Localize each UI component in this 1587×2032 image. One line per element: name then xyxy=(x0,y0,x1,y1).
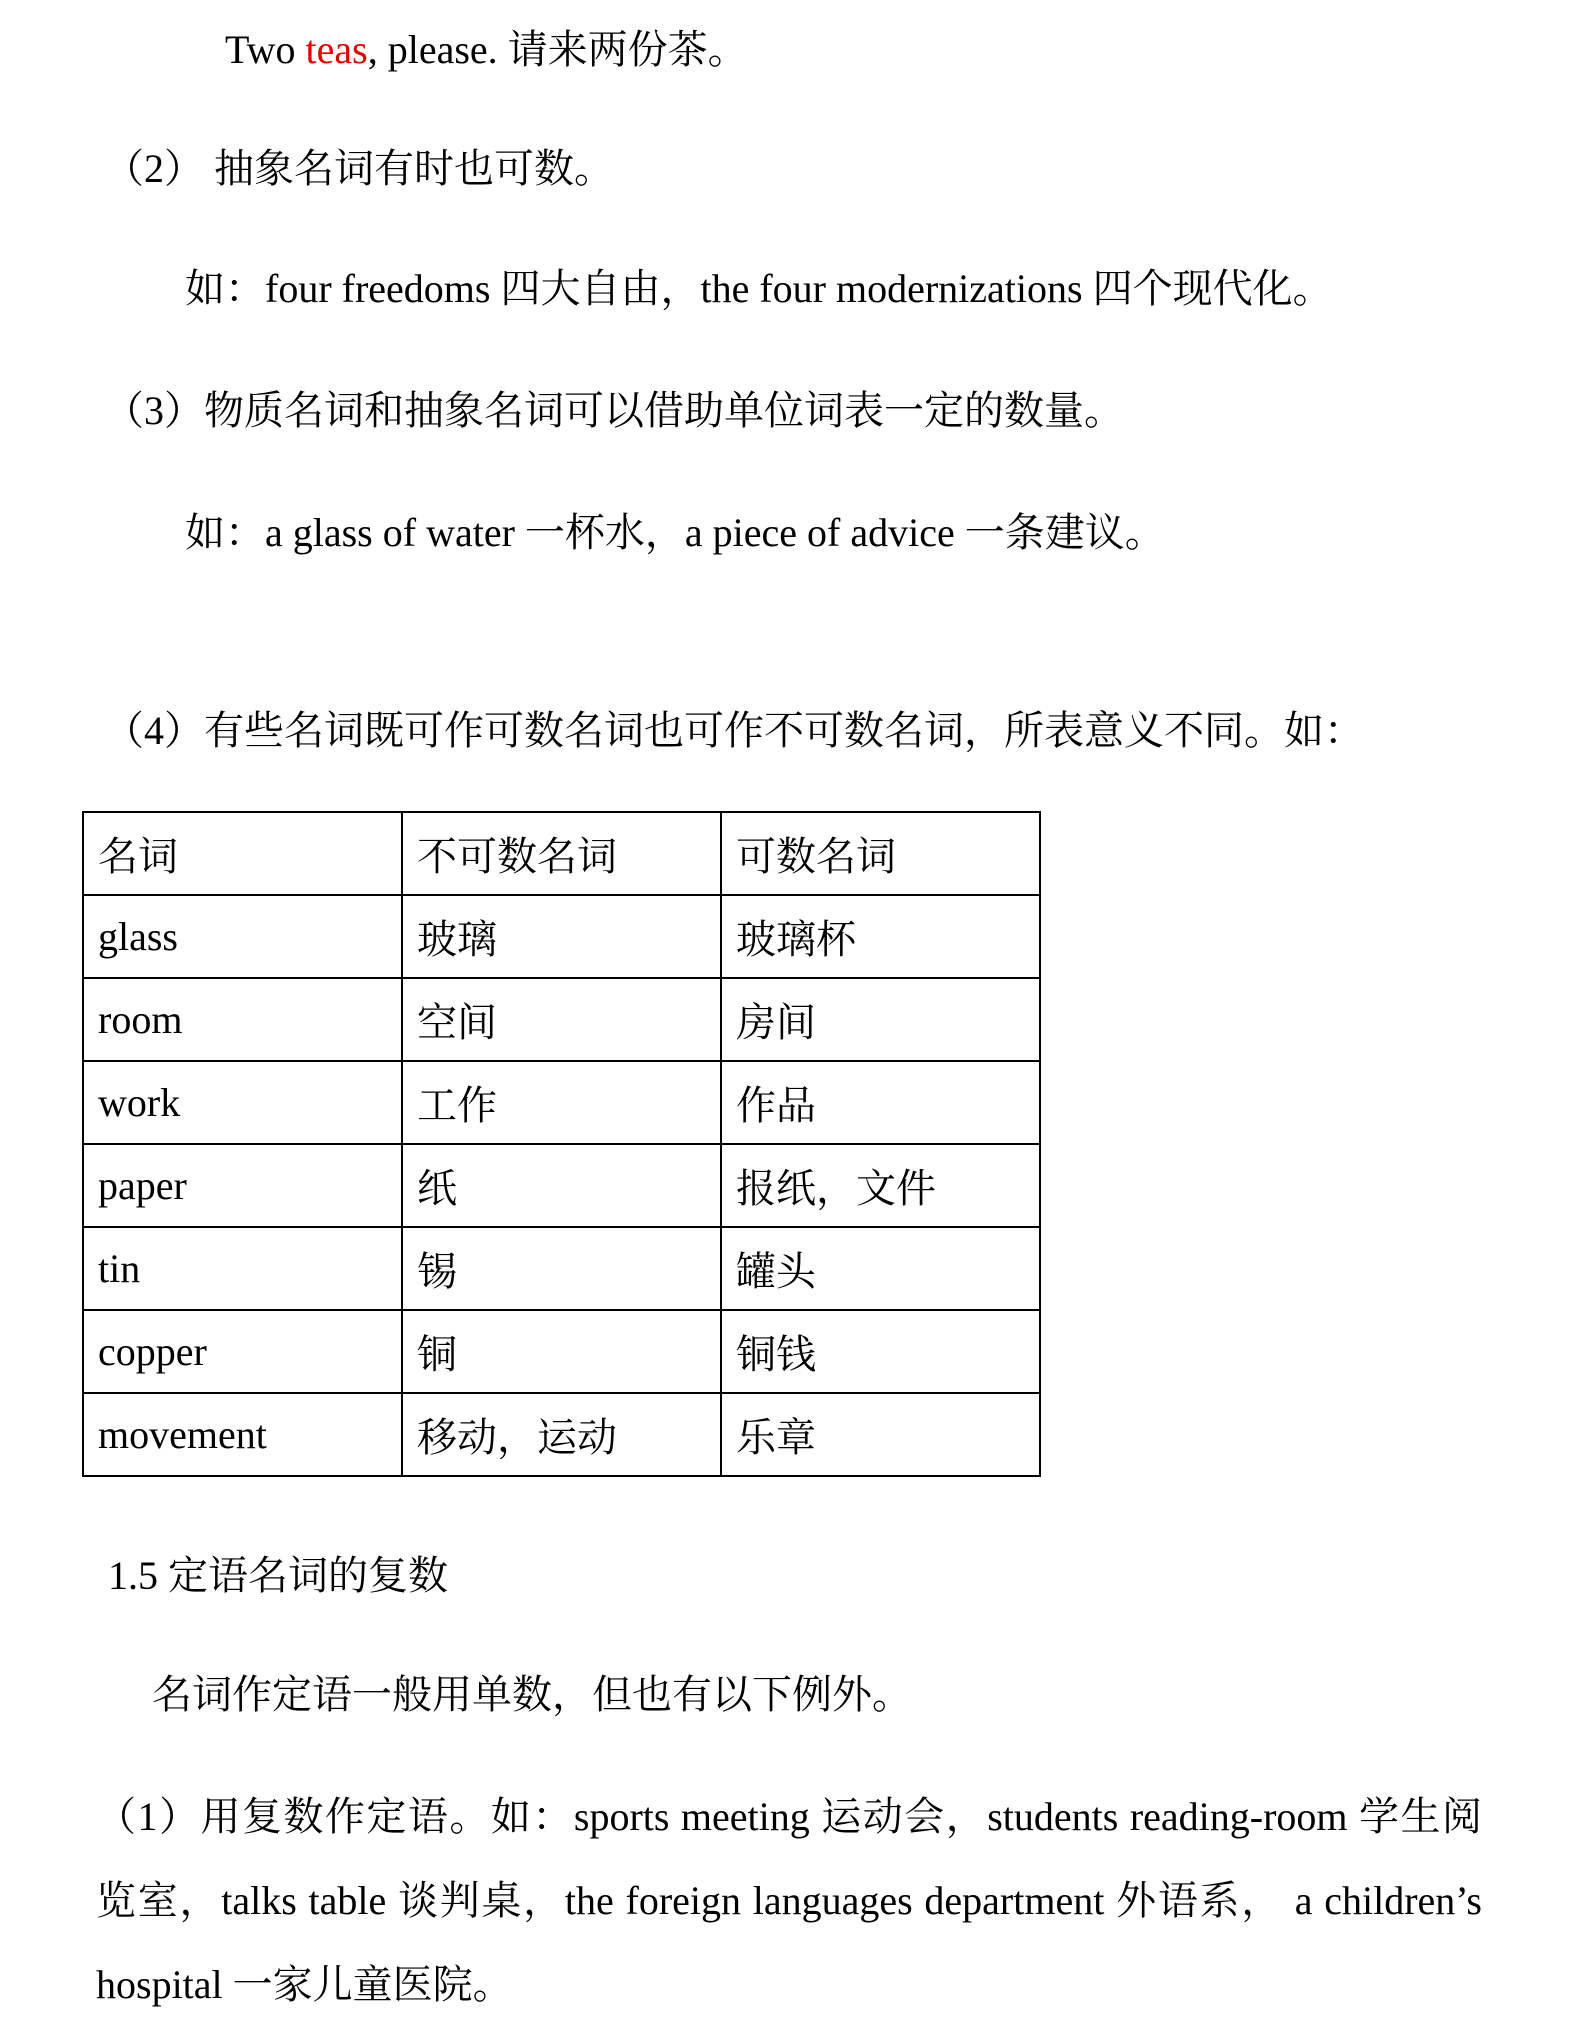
section-rule-1: （1）用复数作定语。如：sports meeting 运动会，students reading-room 学生阅览室，talks table 谈判桌，the foreign languages department 外语系， a children’s hospital 一家儿童医院。 xyxy=(96,1794,1482,2007)
table-cell: tin xyxy=(83,1227,402,1310)
table-cell: work xyxy=(83,1061,402,1144)
rule-3: （3）物质名词和抽象名词可以借助单位词表一定的数量。 xyxy=(104,388,1124,433)
table-cell: room xyxy=(83,978,402,1061)
header-cell: 名词 xyxy=(83,812,402,895)
table-cell: 玻璃杯 xyxy=(721,895,1040,978)
section-heading: 1.5 定语名词的复数 xyxy=(108,1553,448,1598)
table-row xyxy=(83,895,1040,978)
table-cell: 工作 xyxy=(402,1061,721,1144)
table-row xyxy=(83,978,1040,1061)
section-intro: 名词作定语一般用单数，但也有以下例外。 xyxy=(152,1672,912,1717)
table-cell: 铜 xyxy=(402,1310,721,1393)
table-row xyxy=(83,1144,1040,1227)
table-row xyxy=(83,1061,1040,1144)
table-cell: 空间 xyxy=(402,978,721,1061)
rule-3-example: 如：a glass of water 一杯水，a piece of advice 一条建议。 xyxy=(185,510,1165,555)
highlighted-word: teas xyxy=(305,27,368,72)
header-cell: 可数名词 xyxy=(721,812,1040,895)
table-cell: 玻璃 xyxy=(402,895,721,978)
table-row xyxy=(83,1393,1040,1476)
table-cell: movement xyxy=(83,1393,402,1476)
rule-2: （2） 抽象名词有时也可数。 xyxy=(104,146,614,191)
table-cell: 罐头 xyxy=(721,1227,1040,1310)
table-cell: paper xyxy=(83,1144,402,1227)
table-cell: glass xyxy=(83,895,402,978)
header-cell: 不可数名词 xyxy=(402,812,721,895)
table-cell: 锡 xyxy=(402,1227,721,1310)
example-tea-post: , please. 请来两份茶。 xyxy=(367,27,748,72)
noun-table xyxy=(82,811,1041,1477)
table-cell: 乐章 xyxy=(721,1393,1040,1476)
example-tea xyxy=(225,26,748,74)
table-cell: 移动，运动 xyxy=(402,1393,721,1476)
table-cell: copper xyxy=(83,1310,402,1393)
table-header-row xyxy=(83,812,1040,895)
rule-4: （4）有些名词既可作可数名词也可作不可数名词，所表意义不同。如： xyxy=(104,708,1364,753)
example-tea-pre: Two xyxy=(225,27,306,72)
table-cell: 报纸，文件 xyxy=(721,1144,1040,1227)
table-row xyxy=(83,1310,1040,1393)
table-cell: 作品 xyxy=(721,1061,1040,1144)
table-cell: 纸 xyxy=(402,1144,721,1227)
table-cell: 房间 xyxy=(721,978,1040,1061)
rule-2-example: 如：four freedoms 四大自由，the four modernizations 四个现代化。 xyxy=(185,266,1333,311)
table-row xyxy=(83,1227,1040,1310)
table-cell: 铜钱 xyxy=(721,1310,1040,1393)
